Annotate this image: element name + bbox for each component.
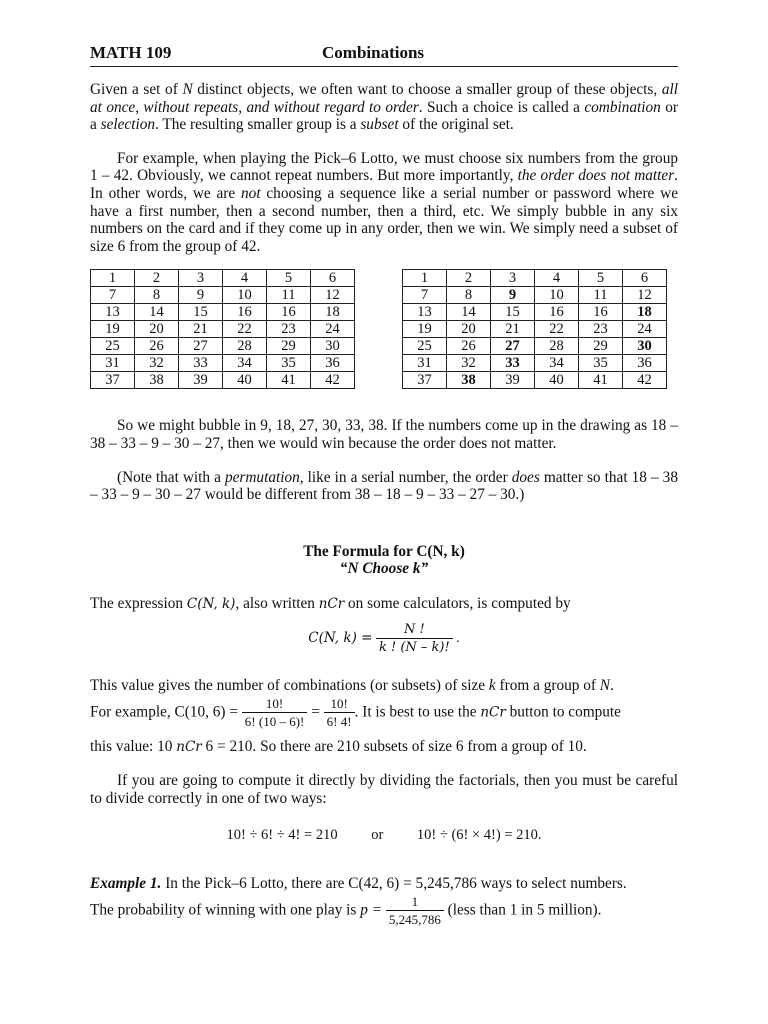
- grid-cell: 27: [179, 338, 223, 355]
- grid-cell: 38: [135, 372, 179, 389]
- grid-cell: 41: [267, 372, 311, 389]
- grid-cell: 1: [91, 270, 135, 287]
- grid-cell: 14: [447, 304, 491, 321]
- grid-cell: 32: [135, 355, 179, 372]
- grid-row: [403, 355, 667, 372]
- grid-cell: 37: [91, 372, 135, 389]
- grid-cell: 26: [135, 338, 179, 355]
- lotto-card-selected: [402, 269, 667, 389]
- grid-row: [91, 338, 355, 355]
- grid-cell: 18: [623, 304, 667, 321]
- grid-cell: 2: [447, 270, 491, 287]
- fraction-10-choose-6-a: $\frac{10!}{6! (10 - 6)!}$: [242, 696, 308, 730]
- permutation-note: (Note that with a permutation, like in a serial number, the order does matter so that 18 – 38 – 33 – 9 – 30 – 27 would be different from 38 – 18 – 9 – 33 – 27 – 30.): [90, 468, 678, 504]
- formula-fraction: $\frac{N !}{k ! (N - k)!}$: [376, 622, 453, 656]
- grid-cell: 21: [179, 321, 223, 338]
- grid-cell: 5: [267, 270, 311, 287]
- grid-cell: 15: [179, 304, 223, 321]
- grid-cell: 40: [223, 372, 267, 389]
- grid-cell: 28: [535, 338, 579, 355]
- grid-cell: 31: [403, 355, 447, 372]
- grid-cell: 42: [623, 372, 667, 389]
- grid-row: [403, 304, 667, 321]
- example-1-paragraph: Example 1. In the Pick–6 Lotto, there are C(42, 6) = 5,245,786 ways to select numbers. The probability of winning with one play is p = $\frac{1}{5,245,786}$ (less than 1 in 5 million).: [90, 875, 627, 928]
- grid-cell: 20: [447, 321, 491, 338]
- grid-cell: 14: [135, 304, 179, 321]
- grid-cell: 1: [403, 270, 447, 287]
- or-label: or: [371, 827, 384, 844]
- grid-cell: 36: [623, 355, 667, 372]
- example-label: Example 1.: [90, 875, 162, 893]
- grid-cell: 8: [135, 287, 179, 304]
- grid-cell: 26: [447, 338, 491, 355]
- grid-cell: 12: [311, 287, 355, 304]
- fraction-10-choose-6-b: $\frac{10!}{6! 4!}$: [324, 696, 355, 730]
- grid-row: [403, 338, 667, 355]
- page-title: Combinations: [322, 43, 425, 62]
- division-ways: [90, 827, 678, 844]
- lotto-cards: [90, 269, 678, 401]
- section-subheading: “N Choose k”: [339, 560, 429, 578]
- probability-fraction: $\frac{1}{5,245,786}$: [386, 894, 444, 928]
- grid-cell: 27: [491, 338, 535, 355]
- section-heading: The Formula for C(N, k): [303, 542, 465, 560]
- course-label: MATH 109: [90, 43, 172, 62]
- grid-cell: 38: [447, 372, 491, 389]
- intro-paragraph: Given a set of N distinct objects, we often want to choose a smaller group of these objects, all at once, without repeats, and without regard to order. Such a choice is called a combination or a selection. The resulting smaller group is a subset of the original set.: [90, 81, 678, 134]
- grid-cell: 39: [491, 372, 535, 389]
- grid-cell: 10: [535, 287, 579, 304]
- grid-cell: 34: [535, 355, 579, 372]
- grid-row: [403, 321, 667, 338]
- grid-cell: 5: [579, 270, 623, 287]
- grid-row: [403, 270, 667, 287]
- grid-cell: 6: [311, 270, 355, 287]
- grid-cell: 8: [447, 287, 491, 304]
- grid-cell: 23: [267, 321, 311, 338]
- grid-row: [91, 287, 355, 304]
- grid-cell: 10: [223, 287, 267, 304]
- grid-cell: 7: [403, 287, 447, 304]
- grid-cell: 6: [623, 270, 667, 287]
- grid-cell: 25: [91, 338, 135, 355]
- grid-cell: 29: [267, 338, 311, 355]
- grid-cell: 24: [311, 321, 355, 338]
- grid-cell: 9: [179, 287, 223, 304]
- grid-cell: 16: [579, 304, 623, 321]
- grid-cell: 33: [491, 355, 535, 372]
- document-page: [90, 40, 678, 928]
- lotto-card-blank: [90, 269, 355, 389]
- grid-row: [403, 287, 667, 304]
- grid-cell: 20: [135, 321, 179, 338]
- grid-cell: 22: [223, 321, 267, 338]
- grid-row: [91, 372, 355, 389]
- grid-cell: 35: [579, 355, 623, 372]
- grid-cell: 3: [491, 270, 535, 287]
- way-one: 10! ÷ 6! ÷ 4! = 210: [226, 827, 338, 844]
- grid-cell: 24: [623, 321, 667, 338]
- grid-cell: 12: [623, 287, 667, 304]
- grid-cell: 36: [311, 355, 355, 372]
- grid-cell: 15: [491, 304, 535, 321]
- expression-paragraph: The expression C(N, k), also written nCr on some calculators, is computed by: [90, 594, 571, 612]
- grid-cell: 31: [91, 355, 135, 372]
- page-header: [90, 40, 678, 67]
- grid-cell: 34: [223, 355, 267, 372]
- grid-cell: 16: [267, 304, 311, 321]
- grid-row: [403, 372, 667, 389]
- lotto-example-paragraph: For example, when playing the Pick–6 Lotto, we must choose six numbers from the group 1 – 42. Obviously, we cannot repeat numbers. But more importantly, the order does not matter. In other words, we are not choosing a sequence like a serial number or password where we have a first number, then a second number, then a third, etc. We simply bubble in any six numbers on the card and if they come up in any order, then we win. We simply need a subset of size 6 from the group of 42.: [90, 149, 678, 255]
- grid-cell: 29: [579, 338, 623, 355]
- grid-cell: 33: [179, 355, 223, 372]
- grid-cell: 25: [403, 338, 447, 355]
- grid-cell: 11: [267, 287, 311, 304]
- bubble-paragraph: So we might bubble in 9, 18, 27, 30, 33, 38. If the numbers come up in the drawing as 18 – 38 – 33 – 9 – 30 – 27, then we would win because the order does not matter.: [90, 417, 678, 452]
- grid-cell: 16: [535, 304, 579, 321]
- grid-cell: 42: [311, 372, 355, 389]
- grid-cell: 23: [579, 321, 623, 338]
- grid-cell: 3: [179, 270, 223, 287]
- grid-cell: 7: [91, 287, 135, 304]
- grid-cell: 39: [179, 372, 223, 389]
- grid-cell: 30: [311, 338, 355, 355]
- grid-cell: 19: [91, 321, 135, 338]
- grid-cell: 9: [491, 287, 535, 304]
- grid-cell: 13: [91, 304, 135, 321]
- grid-row: [91, 321, 355, 338]
- grid-row: [91, 270, 355, 287]
- direct-computation-paragraph: If you are going to compute it directly by dividing the factorials, then you must be careful to divide correctly in one of two ways:: [90, 772, 678, 807]
- grid-cell: 11: [579, 287, 623, 304]
- grid-row: [91, 355, 355, 372]
- grid-cell: 4: [535, 270, 579, 287]
- grid-cell: 30: [623, 338, 667, 355]
- grid-cell: 19: [403, 321, 447, 338]
- combination-formula: C(N, k) = $\frac{N !}{k ! (N - k)!}$ .: [308, 621, 460, 655]
- value-paragraph: This value gives the number of combinations (or subsets) of size k from a group of N.: [90, 676, 614, 694]
- grid-cell: 2: [135, 270, 179, 287]
- grid-cell: 22: [535, 321, 579, 338]
- grid-cell: 40: [535, 372, 579, 389]
- grid-cell: 41: [579, 372, 623, 389]
- grid-cell: 4: [223, 270, 267, 287]
- grid-cell: 28: [223, 338, 267, 355]
- grid-cell: 18: [311, 304, 355, 321]
- grid-cell: 21: [491, 321, 535, 338]
- compute-line: this value: 10 nCr 6 = 210. So there are 210 subsets of size 6 from a group of 10.: [90, 737, 587, 755]
- way-two: 10! ÷ (6! × 4!) = 210.: [416, 827, 542, 844]
- grid-cell: 16: [223, 304, 267, 321]
- grid-cell: 32: [447, 355, 491, 372]
- grid-row: [91, 304, 355, 321]
- grid-cell: 35: [267, 355, 311, 372]
- grid-cell: 37: [403, 372, 447, 389]
- grid-cell: 13: [403, 304, 447, 321]
- example-calculation: For example, C(10, 6) = $\frac{10!}{6! (10 - 6)!}$ = $\frac{10!}{6! 4!}$ . It is best to use the nCr button to compute: [90, 695, 621, 729]
